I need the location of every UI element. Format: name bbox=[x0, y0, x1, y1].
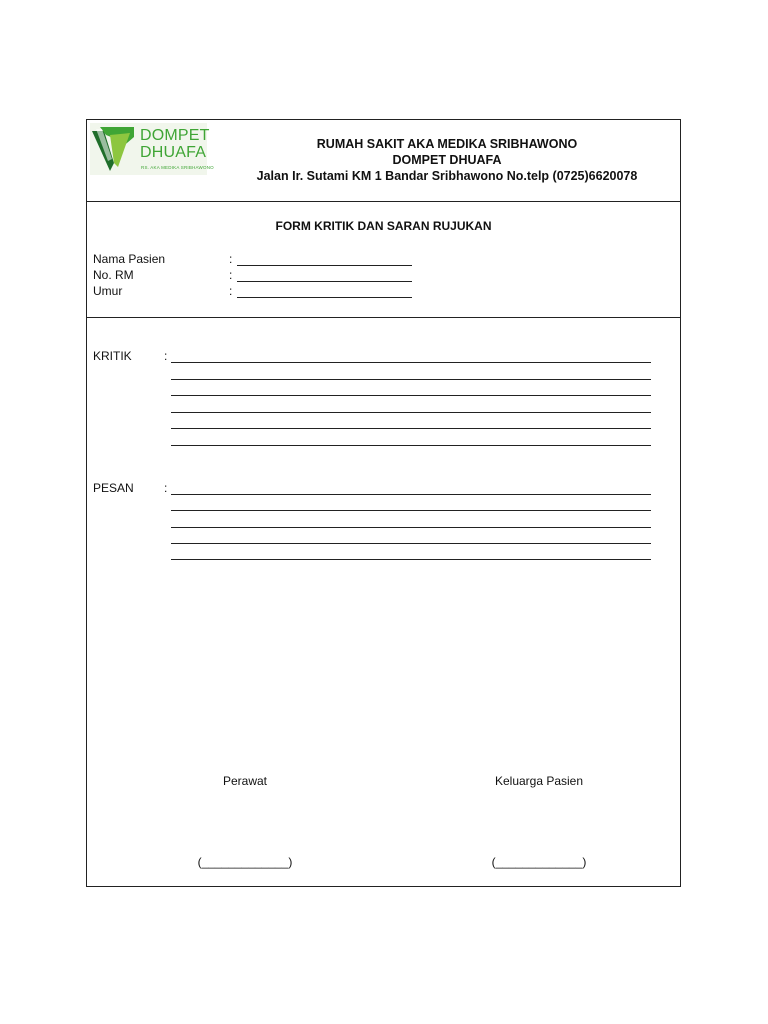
field-colon: : bbox=[229, 252, 233, 266]
hospital-address: Jalan Ir. Sutami KM 1 Bandar Sribhawono No.telp (0725)6620078 bbox=[256, 169, 638, 183]
pesan-label: PESAN bbox=[93, 481, 134, 495]
field-label-umur: Umur bbox=[93, 284, 123, 298]
umur-line[interactable] bbox=[237, 297, 412, 298]
kritik-label: KRITIK bbox=[93, 349, 132, 363]
letterhead bbox=[87, 120, 680, 202]
logo-wordmark bbox=[140, 127, 210, 161]
field-label-no-rm: No. RM bbox=[93, 268, 134, 282]
signature-label-perawat: Perawat bbox=[222, 774, 268, 788]
kritik-colon: : bbox=[164, 349, 168, 363]
kritik-line[interactable] bbox=[171, 395, 651, 396]
kritik-line[interactable] bbox=[171, 445, 651, 446]
form-title: FORM KRITIK DAN SARAN RUJUKAN bbox=[275, 219, 492, 233]
pesan-line[interactable] bbox=[171, 510, 651, 511]
kritik-line[interactable] bbox=[171, 412, 651, 413]
pesan-line[interactable] bbox=[171, 494, 651, 495]
pesan-colon: : bbox=[164, 481, 168, 495]
organization-name: DOMPET DHUAFA bbox=[392, 153, 502, 167]
kritik-line[interactable] bbox=[171, 428, 651, 429]
kritik-line[interactable] bbox=[171, 362, 651, 363]
signature-label-keluarga-pasien: Keluarga Pasien bbox=[494, 774, 584, 788]
pesan-line[interactable] bbox=[171, 527, 651, 528]
logo-line-2: DHUAFA bbox=[140, 144, 207, 161]
pesan-line[interactable] bbox=[171, 559, 651, 560]
patient-info-section bbox=[87, 202, 680, 318]
nama-pasien-line[interactable] bbox=[237, 265, 412, 266]
kritik-line[interactable] bbox=[171, 379, 651, 380]
field-label-nama-pasien: Nama Pasien bbox=[93, 252, 166, 266]
hospital-name: RUMAH SAKIT AKA MEDIKA SRIBHAWONO bbox=[316, 137, 578, 151]
signature-blank-perawat[interactable]: (_____________) bbox=[197, 855, 293, 869]
signature-blank-keluarga-pasien[interactable]: (_____________) bbox=[491, 855, 587, 869]
logo-emblem-icon bbox=[90, 123, 140, 175]
referral-feedback-form bbox=[86, 119, 681, 887]
dompet-dhuafa-logo bbox=[90, 123, 214, 175]
pesan-line[interactable] bbox=[171, 543, 651, 544]
logo-subtitle: RS. AKA MEDIKA SRIBHAWONO bbox=[141, 165, 214, 170]
no-rm-line[interactable] bbox=[237, 281, 412, 282]
feedback-section bbox=[87, 318, 680, 886]
field-colon: : bbox=[229, 268, 233, 282]
logo-line-1: DOMPET bbox=[140, 127, 210, 144]
field-colon: : bbox=[229, 284, 233, 298]
